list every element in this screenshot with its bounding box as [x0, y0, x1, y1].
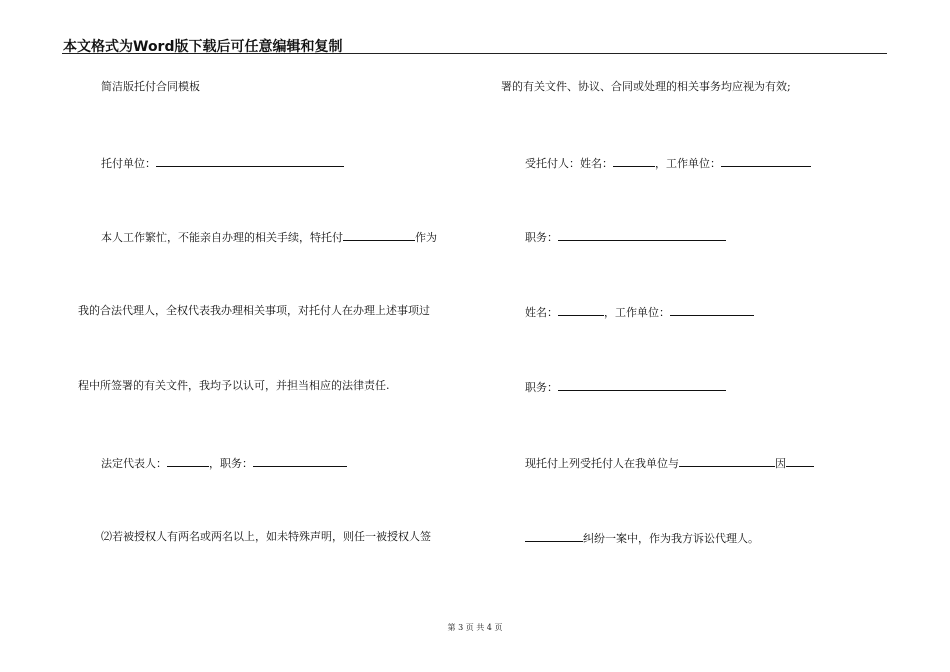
agent-2-position-line [525, 379, 726, 395]
agent-1-unit-label: ，工作单位： [655, 157, 721, 170]
dispute-text: 纠纷一案中，作为我方诉讼代理人。 [583, 532, 759, 545]
entrustment-text: 现托付上列受托付人在我单位与 [525, 457, 679, 470]
agent-1-unit-blank [721, 155, 811, 167]
agent-2-line [525, 304, 754, 320]
agent-2-position-blank [558, 379, 726, 391]
agent-1-line [525, 155, 811, 171]
legal-representative-line [101, 455, 347, 471]
entrusting-unit-label: 托付单位： [101, 157, 156, 170]
agent-1-position-blank [558, 229, 726, 241]
entrustment-because: 因 [775, 457, 786, 470]
agent-2-position-label: 职务： [525, 381, 558, 394]
dispute-blank [525, 530, 583, 542]
position-label: ，职务： [209, 457, 253, 470]
agent-1-position-line [525, 229, 726, 245]
clause-2-continuation: 署的有关文件、协议、合同或处理的相关事务均应视为有效; [501, 80, 791, 93]
entrusting-unit-blank [156, 155, 344, 167]
entrustment-line [525, 455, 814, 471]
paragraph-line-2: 我的合法代理人，全权代表我办理相关事项，对托付人在办理上述事项过 [78, 304, 430, 317]
position-blank [253, 455, 347, 467]
paragraph-line-3: 程中所签署的有关文件，我均予以认可，并担当相应的法律责任. [78, 379, 390, 392]
header-divider [62, 53, 887, 54]
document-title: 简洁版托付合同模板 [101, 80, 200, 93]
agent-1-name-label: 受托付人：姓名： [525, 157, 613, 170]
agent-2-unit-label: ，工作单位： [604, 306, 670, 319]
document-header-title: 本文格式为Word版下载后可任意编辑和复制 [63, 39, 343, 55]
agent-1-position-label: 职务： [525, 231, 558, 244]
agent-2-unit-blank [670, 304, 754, 316]
paragraph-line-1 [101, 229, 437, 245]
counterparty-blank [679, 455, 775, 467]
paragraph-text-1: 本人工作繁忙，不能亲自办理的相关手续，特托付 [101, 231, 343, 244]
dispute-line [525, 530, 759, 546]
entrusting-unit-line [101, 155, 344, 171]
legal-representative-label: 法定代表人： [101, 457, 167, 470]
agent-2-name-blank [558, 304, 604, 316]
page-number: 第 3 页 共 4 页 [447, 623, 503, 632]
agent-2-name-label: 姓名： [525, 306, 558, 319]
cause-blank [786, 455, 814, 467]
paragraph-tail-1: 作为 [415, 231, 437, 244]
legal-representative-blank [167, 455, 209, 467]
clause-2-line: ⑵若被授权人有两名或两名以上，如未特殊声明，则任一被授权人签 [101, 530, 431, 543]
agent-1-name-blank [613, 155, 655, 167]
agent-name-blank [343, 229, 415, 241]
